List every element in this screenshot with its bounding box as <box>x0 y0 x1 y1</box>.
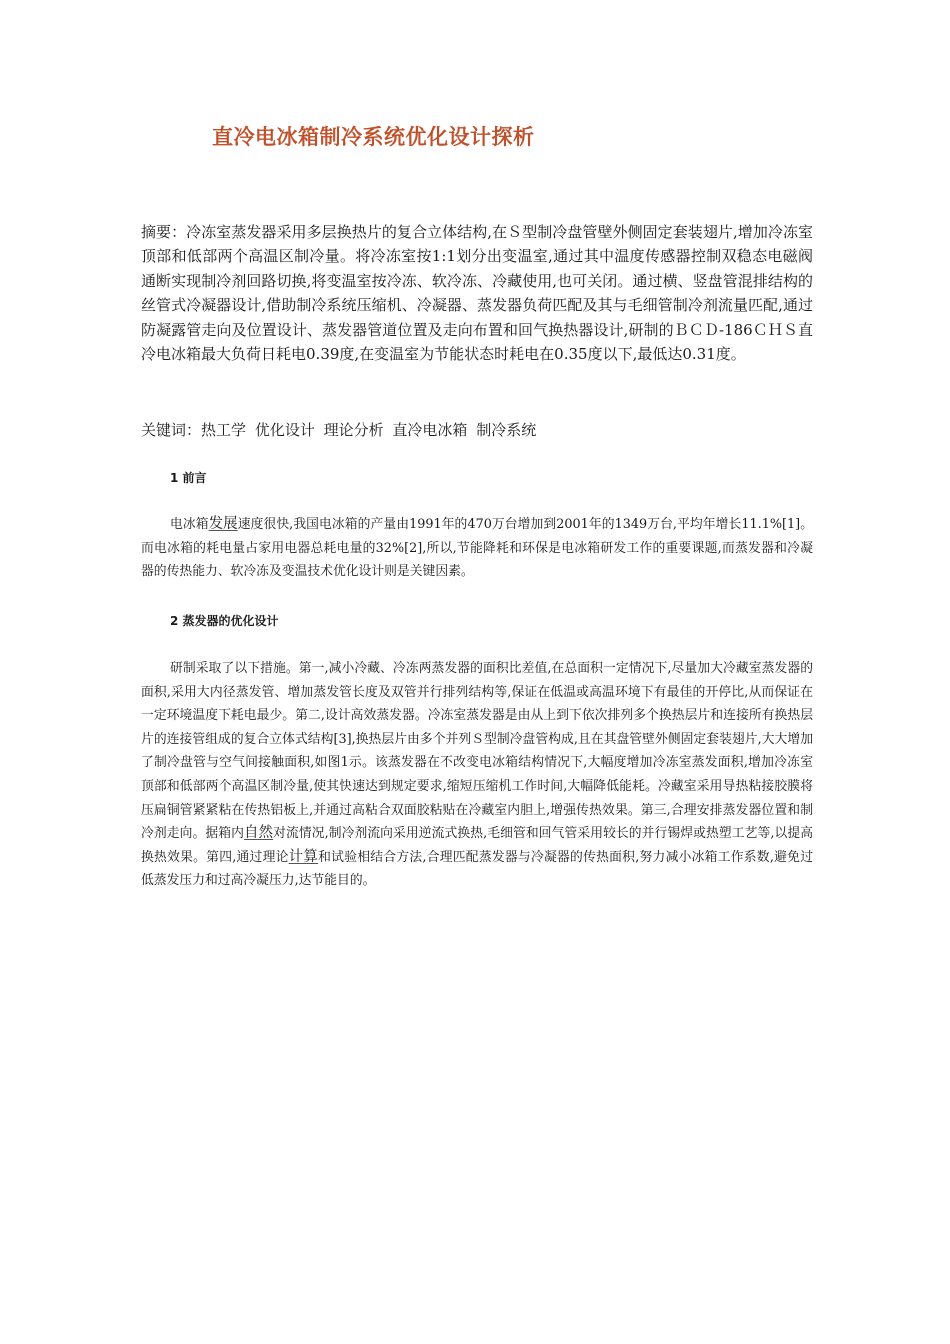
keyword-item: 直冷电冰箱 <box>392 421 468 439</box>
keywords-label: 关键词： <box>141 421 202 439</box>
inline-link-nature[interactable]: 自然 <box>243 825 274 842</box>
paragraph-text: 和试验相结合方法,合理匹配蒸发器与冷凝器的传热面积,努力减小冰箱工作系数,避免过低蒸发压力和过高冷凝压力,达节能目的。 <box>141 849 813 889</box>
section-heading-introduction: 1 前言 <box>170 471 207 485</box>
paragraph-text: 电冰箱 <box>170 517 209 532</box>
paragraph-text: 速度很快,我国电冰箱的产量由1991年的470万台增加到2001年的1349万台,平均年增长11.1%[1]。而电冰箱的耗电量占家用电器总耗电量的32%[2],所以,节能降耗和环保是电冰箱研发工作的重要课题,而蒸发器和冷凝器的传热能力、软冷冻及变温技术优化设计则是关键因素。 <box>141 517 814 580</box>
inline-link-development[interactable]: 发展 <box>208 516 238 532</box>
section-paragraph-evaporator <box>141 657 813 893</box>
paragraph-text: 研制采取了以下措施。第一,减小冷藏、冷冻两蒸发器的面积比差值,在总面积一定情况下,尽量加大冷藏室蒸发器的面积,采用大内径蒸发管、增加蒸发管长度及双管并行排列结构等,保证在低温或高温环境下有最佳的开停比,从而保证在一定环境温度下耗电最少。第二,设计高效蒸发器。冷冻室蒸发器是由从上到下依次排列多个换热层片和连接所有换热层片的连接管组成的复合立体式结构[3],换热层片由多个并列Ｓ型制冷盘管构成,且在其盘管壁外侧固定套装翅片,大大增加了制冷盘管与空气间接触面积,如图1示。该蒸发器在不改变电冰箱结构情况下,大幅度增加冷冻室蒸发面积,增加冷冻室顶部和低部两个高温区制冷量,使其快速达到规定要求,缩短压缩机工作时间,大幅降低能耗。冷藏室采用导热粘接胶膜将压扁铜管紧紧粘在传热铝板上,并通过高粘合双面胶粘贴在冷藏室内胆上,增强传热效果。第三,合理安排蒸发器位置和制冷剂走向。据箱内 <box>141 661 813 842</box>
section-paragraph-introduction <box>141 513 813 584</box>
keyword-item: 优化设计 <box>254 421 315 439</box>
document-title: 直冷电冰箱制冷系统优化设计探析 <box>212 125 535 149</box>
abstract-paragraph: 摘要：冷冻室蒸发器采用多层换热片的复合立体结构,在Ｓ型制冷盘管壁外侧固定套装翅片,增加冷冻室顶部和低部两个高温区制冷量。将冷冻室按1:1划分出变温室,通过其中温度传感器控制双稳态电磁阀通断实现制冷剂回路切换,将变温室按冷冻、软冷冻、冷藏使用,也可关闭。通过横、竖盘管混排结构的丝管式冷凝器设计,借助制冷系统压缩机、冷凝器、蒸发器负荷匹配及其与毛细管制冷剂流量匹配,通过防凝露管走向及位置设计、蒸发器管道位置及走向布置和回气换热器设计,研制的ＢＣＤ-186ＣＨＳ直冷电冰箱最大负荷日耗电0.39度,在变温室为节能状态时耗电在0.35度以下,最低达0.31度。 <box>141 223 813 364</box>
paragraph-text: 对流情况,制冷剂流向采用逆流式换热,毛细管和回气管采用较长的并行锡焊或热塑工艺等,以提高换热效果。第四,通过理论 <box>141 826 814 865</box>
keyword-item: 制冷系统 <box>476 421 537 439</box>
keyword-item: 理论分析 <box>323 421 384 439</box>
section-heading-evaporator: 2 蒸发器的优化设计 <box>170 614 279 628</box>
keyword-item: 热工学 <box>201 421 247 439</box>
keywords-line <box>141 418 813 442</box>
inline-link-calculation[interactable]: 计算 <box>288 848 319 865</box>
